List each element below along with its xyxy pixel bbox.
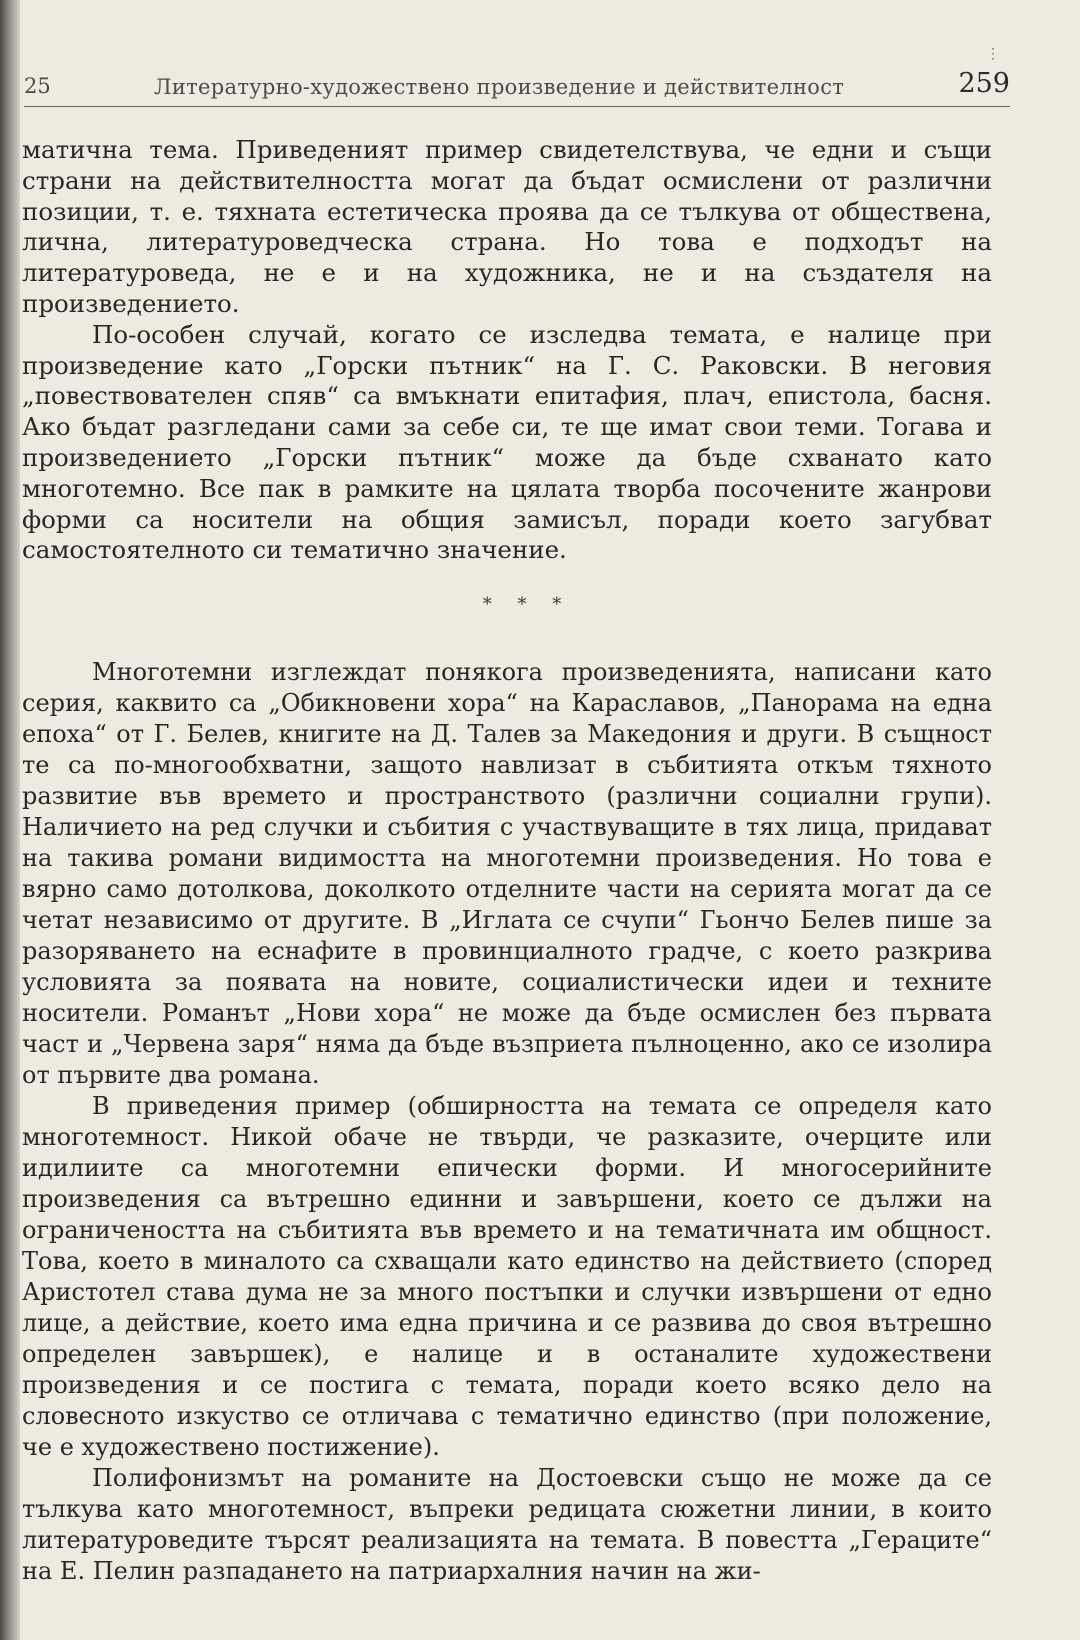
running-header: [24, 66, 1010, 107]
margin-tick: ⋮: [986, 46, 1000, 62]
paragraph-4: В приведения пример (обширността на темата се определя като многотемност. Никой обаче не твърди, че разказите, очерците или идилиите са многотемни епически форми. И многосерийните произведения са вътрешно единни и завършени, което се дължи на ограничеността на събитията във времето и на тематичната им общност. Това, което в миналото са схващали като единство на действието (според Аристотел става дума не за много постъпки и случки извършени от едно лице, а действие, което има една причина и се развива до своя вътрешно определен завършек), е налице и в останалите художествени произведения и се постига с темата, поради което всяко дело на словесното изкуство се отличава с тематично единство (при положение, че е художествено постижение).: [22, 1091, 992, 1461]
book-spine-shadow: [0, 0, 20, 1640]
paragraph-5: Полифонизмът на романите на Достоевски също не може да се тълкува като многотемност, въпреки редицата сюжетни линии, в които литературоведите търсят реализацията на темата. В повестта „Гераците“ на Е. Пелин разпадането на патриархалния начин на жи-: [22, 1463, 992, 1585]
page-body: [22, 135, 992, 1587]
paragraph-2: По-особен случай, когато се изследва темата, е налице при произведение като „Горски пътник“ на Г. С. Раковски. В неговия „повествователен спяв“ са вмъкнати епитафия, плач, епистола, басня. Ако бъдат разгледани сами за себе си, те ще имат свои теми. Тогава и произведението „Горски пътник“ може да бъде схванато като многотемно. Все пак в рамките на цялата творба посочените жанрови форми са носители на общия замисъл, поради което загубват самостоятелното си тематично значение.: [22, 319, 992, 565]
page-number: 259: [958, 68, 1010, 99]
paragraph-1: матична тема. Приведеният пример свидетелствува, че едни и същи страни на действителността могат да бъдат осмислени от различни позиции, т. е. тяхната естетическа проява да се тълкува от обществена, лична, литературоведческа страна. Но това е подходът на литературоведа, не е и на художника, не и на създателя на произведението.: [22, 135, 992, 318]
section-separator: * * *: [482, 594, 572, 616]
running-title: Литературно-художествено произведение и действителност: [154, 75, 845, 99]
left-page-reference: 25: [24, 74, 51, 98]
paragraph-3: Многотемни изглеждат понякога произведенията, написани като серия, каквито са „Обикновени хора“ на Караславов, „Панорама на една епоха“ от Г. Белев, книгите на Д. Талев за Македония и други. В същност те са по-многообхватни, защото навлизат в събитията откъм тяхното развитие във времето и пространството (различни социални групи). Наличието на ред случки и събития с участвуващите в тях лица, придават на такива романи видимостта на многотемни произведения. Но това е вярно само дотолкова, доколкото отделните части на серията могат да се четат независимо от другите. В „Иглата се счупи“ Гьончо Белев пише за разоряването на еснафите в провинциалното градче, с което разкрива условията за появата на новите, социалистически идеи и техните носители. Романът „Нови хора“ не може да бъде осмислен без първата част и „Червена заря“ няма да бъде възприета пълноценно, ако се изолира от първите два романа.: [22, 657, 992, 1089]
